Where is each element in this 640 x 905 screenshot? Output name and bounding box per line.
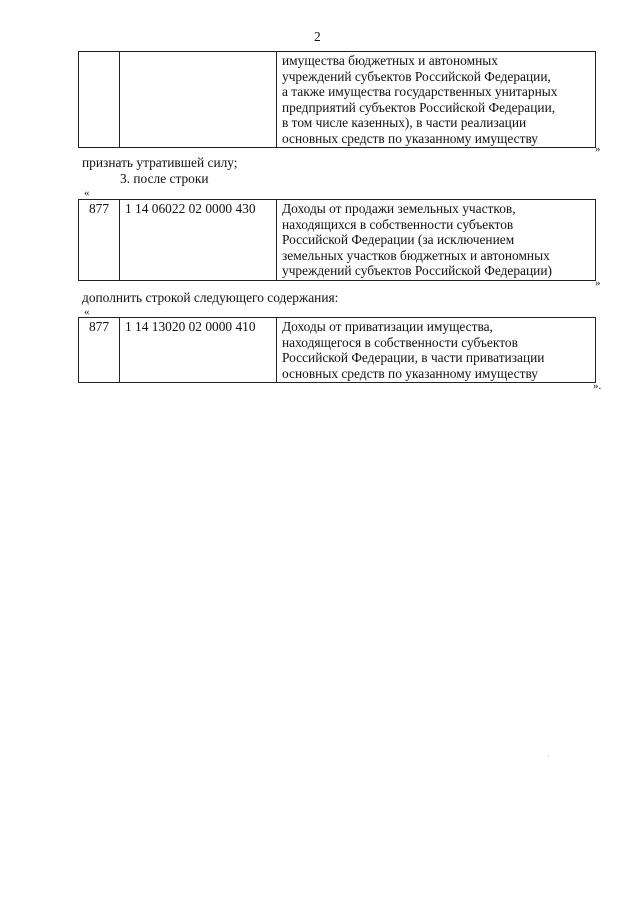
kbk-code-cell	[120, 52, 277, 148]
admin-code-cell: 877	[79, 318, 120, 383]
description-line: Доходы от приватизации имущества,	[282, 319, 493, 334]
table-row	[79, 318, 596, 383]
description-line: земельных участков бюджетных и автономных	[282, 247, 550, 263]
description-line: Российской Федерации, в части приватизации	[282, 350, 545, 365]
description-line: находящихся в собственности субъектов	[282, 216, 514, 232]
description-line: Доходы от продажи земельных участков,	[282, 201, 516, 216]
admin-code-cell	[79, 52, 120, 148]
description-line: а также имущества государственных унитарных	[282, 84, 558, 99]
close-quote: »	[595, 143, 601, 155]
description-line: учреждений субъектов Российской Федерации,	[282, 68, 551, 84]
paragraph-text: признать утратившей силу;	[82, 155, 238, 170]
description-line: основных средств по указанному имуществу	[282, 365, 538, 381]
description-cell	[277, 318, 596, 383]
description-line: Российской Федерации (за исключением	[282, 232, 515, 247]
close-quote: ».	[593, 380, 602, 392]
paragraph-text: дополнить строкой следующего содержания:	[82, 290, 339, 305]
close-quote: »	[595, 277, 601, 289]
page-number: 2	[314, 29, 321, 44]
description-cell	[277, 52, 596, 148]
open-quote: «	[84, 187, 90, 199]
table-repealed-row	[78, 51, 596, 148]
table-reference-row	[78, 199, 596, 281]
table-new-row	[78, 317, 596, 383]
stray-mark: ·	[547, 752, 550, 761]
description-line: предприятий субъектов Российской Федерации,	[282, 99, 556, 115]
table-row	[79, 52, 596, 148]
description-line: находящегося в собственности субъектов	[282, 334, 518, 350]
description-line: имущества бюджетных и автономных	[282, 53, 498, 68]
kbk-code-cell: 1 14 13020 02 0000 410	[120, 318, 277, 383]
admin-code-cell: 877	[79, 200, 120, 281]
description-line: учреждений субъектов Российской Федерации)	[282, 263, 552, 278]
table-row	[79, 200, 596, 281]
open-quote: «	[84, 306, 90, 318]
item-heading: 3. после строки	[120, 171, 209, 186]
description-line: основных средств по указанному имуществу	[282, 130, 538, 146]
kbk-code-cell: 1 14 06022 02 0000 430	[120, 200, 277, 281]
description-line: в том числе казенных), в части реализации	[282, 115, 527, 130]
description-cell	[277, 200, 596, 281]
